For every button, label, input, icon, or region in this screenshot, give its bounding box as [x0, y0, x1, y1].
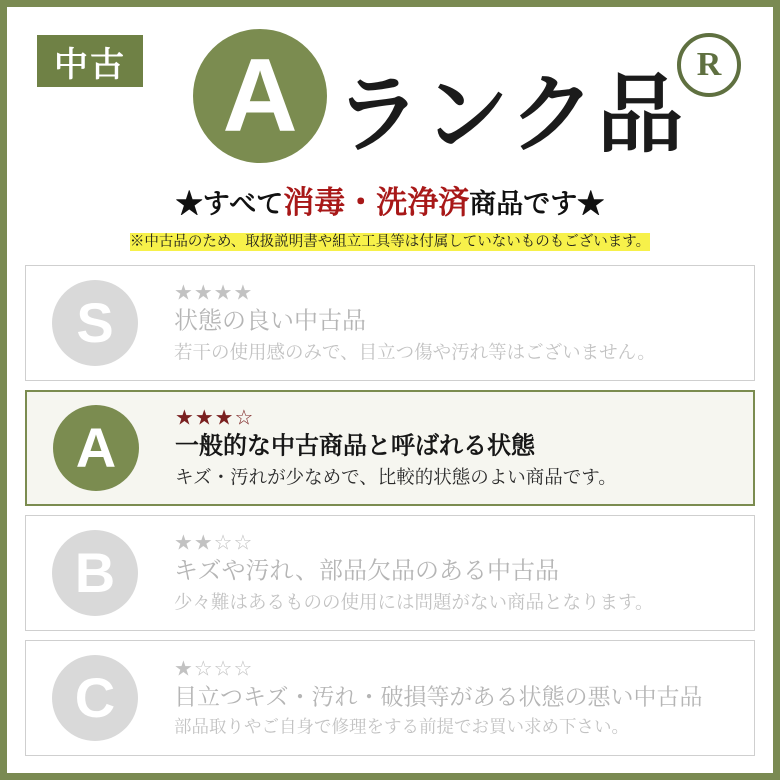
- used-badge: 中古: [37, 35, 143, 87]
- page-title: ランク品: [335, 67, 686, 163]
- card-inner: [7, 7, 773, 773]
- rank-stars-s: ★★★★: [174, 281, 254, 305]
- rank-headline-c: 目立つキズ・汚れ・破損等がある状態の悪い中古品: [174, 683, 703, 710]
- disclaimer-note: [81, 230, 699, 251]
- rank-row-c: [25, 640, 755, 756]
- rank-badge-a: A: [53, 405, 139, 491]
- rank-row-b: [25, 515, 755, 631]
- rank-letter-circle: A: [193, 29, 327, 163]
- rank-headline-a: 一般的な中古商品と呼ばれる状態: [175, 432, 535, 460]
- rank-desc-s: 若干の使用感のみで、目立つ傷や汚れ等はございません。: [174, 341, 656, 363]
- rank-list: [25, 265, 755, 756]
- sanitize-prefix: ★すべて: [175, 189, 284, 219]
- registered-trademark-icon: R: [677, 33, 741, 97]
- rank-content-b: [174, 531, 740, 614]
- rank-stars-b: ★★☆☆: [174, 531, 254, 555]
- disclaimer-note-text: ※中古品のため、取扱説明書や組立工具等は付属していないものもございます。: [129, 234, 651, 250]
- sanitize-line: [25, 177, 755, 222]
- rank-headline-b: キズや汚れ、部品欠品のある中古品: [174, 557, 559, 585]
- sanitize-highlight: 消毒・洗浄済: [283, 185, 470, 220]
- rank-desc-c: 部品取りやご自身で修理をする前提でお買い求め下さい。: [174, 716, 629, 737]
- rank-desc-a: キズ・汚れが少なめで、比較的状態のよい商品です。: [175, 466, 617, 488]
- rank-content-a: [175, 406, 739, 489]
- rank-desc-b: 少々難はあるものの使用には問題がない商品となります。: [174, 591, 654, 613]
- rank-row-s: [25, 265, 755, 381]
- rank-headline-s: 状態の良い中古品: [174, 307, 366, 335]
- rank-stars-c: ★☆☆☆: [174, 657, 254, 681]
- rank-badge-b: B: [52, 530, 138, 616]
- rank-content-s: [174, 281, 740, 364]
- card-header: [25, 21, 755, 171]
- rank-stars-a: ★★★☆: [175, 406, 255, 430]
- sanitize-suffix: 商品です★: [469, 189, 605, 219]
- rank-badge-s: S: [52, 280, 138, 366]
- rank-row-a: [25, 390, 755, 506]
- rank-badge-c: C: [52, 655, 138, 741]
- rank-content-c: [174, 658, 740, 739]
